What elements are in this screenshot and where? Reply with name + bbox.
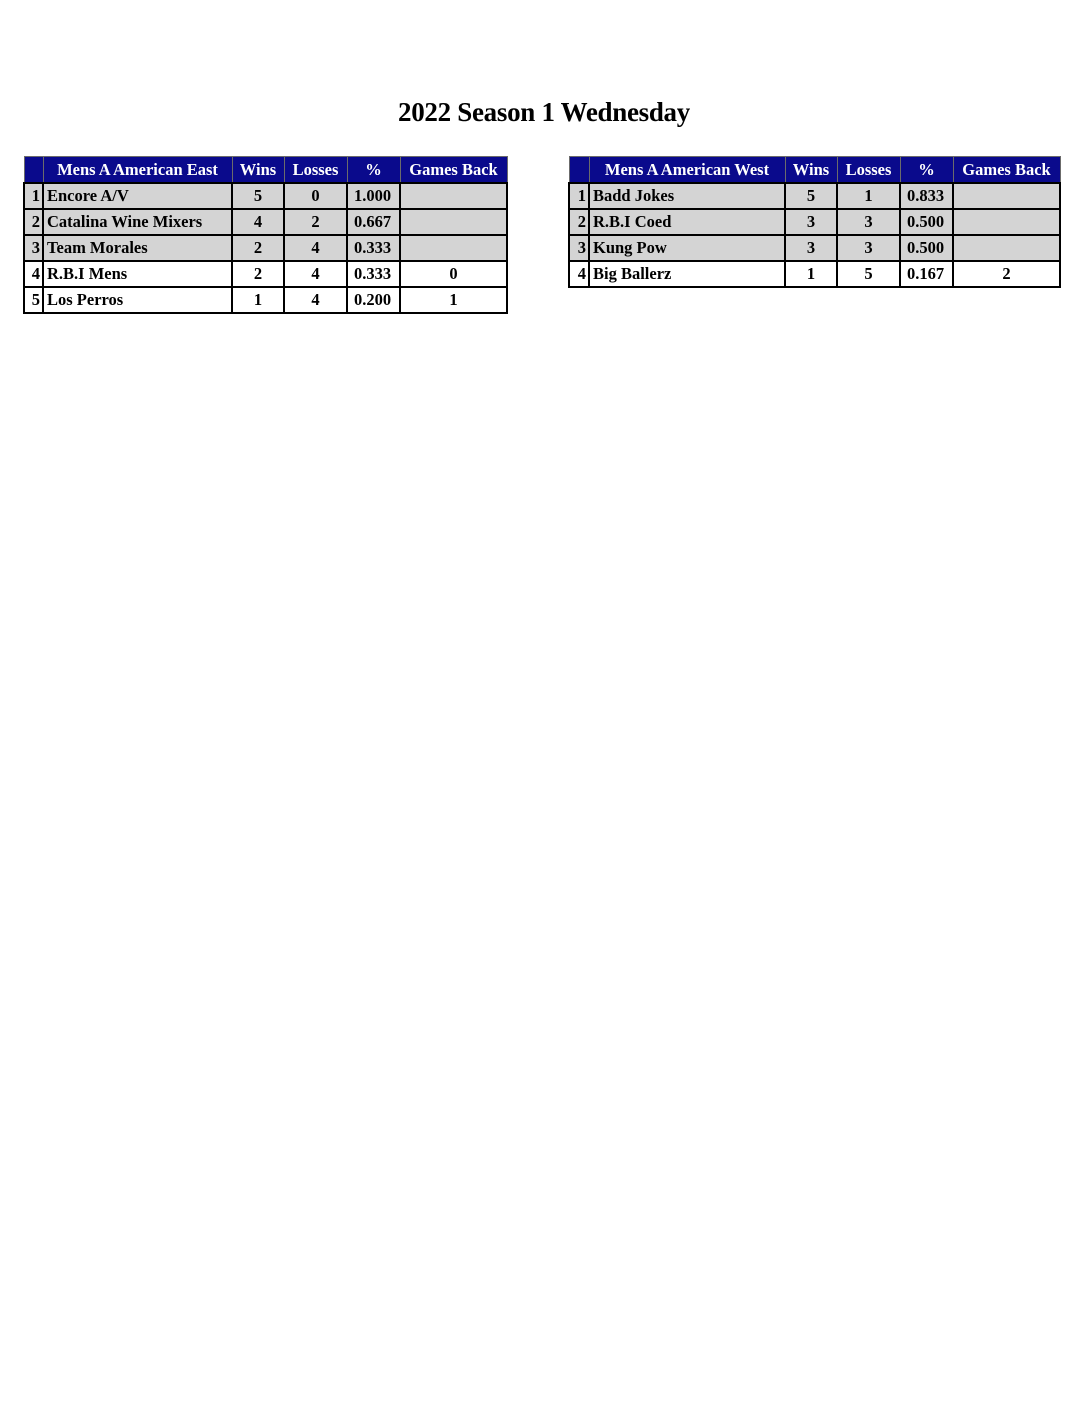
- table-row: [24, 261, 507, 287]
- rank-header: [24, 157, 43, 184]
- pct-cell: 0.500: [900, 209, 953, 235]
- games-back-cell: [953, 209, 1060, 235]
- table-row: [569, 183, 1060, 209]
- rank-cell: 5: [24, 287, 43, 313]
- standings-table-west: [568, 156, 1061, 288]
- team-cell: Encore A/V: [43, 183, 232, 209]
- rank-header: [569, 157, 589, 184]
- games-back-cell: [400, 235, 507, 261]
- team-cell: R.B.I Mens: [43, 261, 232, 287]
- page-title: 2022 Season 1 Wednesday: [398, 97, 690, 127]
- wins-cell: 2: [232, 261, 284, 287]
- losses-cell: 2: [284, 209, 347, 235]
- division-header: Mens A American West: [589, 157, 785, 184]
- table-row: [24, 209, 507, 235]
- table-row: [569, 261, 1060, 287]
- pct-cell: 0.500: [900, 235, 953, 261]
- table-row: [569, 209, 1060, 235]
- standings-table-east: [23, 156, 508, 314]
- wins-cell: 1: [785, 261, 837, 287]
- rank-cell: 2: [24, 209, 43, 235]
- team-cell: Team Morales: [43, 235, 232, 261]
- pct-cell: 1.000: [347, 183, 400, 209]
- team-cell: R.B.I Coed: [589, 209, 785, 235]
- games-back-cell: [953, 235, 1060, 261]
- losses-cell: 1: [837, 183, 900, 209]
- games-back-cell: 0: [400, 261, 507, 287]
- losses-cell: 4: [284, 287, 347, 313]
- losses-header: Losses: [837, 157, 900, 184]
- team-cell: Badd Jokes: [589, 183, 785, 209]
- games-back-cell: [400, 183, 507, 209]
- rank-cell: 1: [569, 183, 589, 209]
- pct-cell: 0.167: [900, 261, 953, 287]
- rank-cell: 2: [569, 209, 589, 235]
- wins-cell: 5: [785, 183, 837, 209]
- rank-cell: 4: [569, 261, 589, 287]
- team-cell: Kung Pow: [589, 235, 785, 261]
- wins-cell: 5: [232, 183, 284, 209]
- games-back-cell: 2: [953, 261, 1060, 287]
- losses-cell: 4: [284, 235, 347, 261]
- pct-cell: 0.333: [347, 261, 400, 287]
- wins-cell: 2: [232, 235, 284, 261]
- losses-cell: 0: [284, 183, 347, 209]
- pct-cell: 0.667: [347, 209, 400, 235]
- games-back-cell: [400, 209, 507, 235]
- rank-cell: 3: [569, 235, 589, 261]
- games-back-cell: 1: [400, 287, 507, 313]
- pct-cell: 0.200: [347, 287, 400, 313]
- table-row: [24, 287, 507, 313]
- team-cell: Big Ballerz: [589, 261, 785, 287]
- losses-cell: 4: [284, 261, 347, 287]
- rank-cell: 3: [24, 235, 43, 261]
- division-header: Mens A American East: [43, 157, 232, 184]
- games-back-cell: [953, 183, 1060, 209]
- games-back-header: Games Back: [953, 157, 1060, 184]
- losses-cell: 3: [837, 209, 900, 235]
- table-row: [569, 235, 1060, 261]
- table-row: [24, 183, 507, 209]
- losses-cell: 3: [837, 235, 900, 261]
- wins-cell: 3: [785, 235, 837, 261]
- wins-header: Wins: [232, 157, 284, 184]
- pct-header: %: [347, 157, 400, 184]
- wins-cell: 4: [232, 209, 284, 235]
- losses-header: Losses: [284, 157, 347, 184]
- table-row: [24, 235, 507, 261]
- rank-cell: 4: [24, 261, 43, 287]
- rank-cell: 1: [24, 183, 43, 209]
- team-cell: Catalina Wine Mixers: [43, 209, 232, 235]
- games-back-header: Games Back: [400, 157, 507, 184]
- losses-cell: 5: [837, 261, 900, 287]
- pct-cell: 0.833: [900, 183, 953, 209]
- team-cell: Los Perros: [43, 287, 232, 313]
- pct-cell: 0.333: [347, 235, 400, 261]
- table-header-row: [24, 157, 507, 184]
- pct-header: %: [900, 157, 953, 184]
- wins-header: Wins: [785, 157, 837, 184]
- wins-cell: 1: [232, 287, 284, 313]
- wins-cell: 3: [785, 209, 837, 235]
- table-header-row: [569, 157, 1060, 184]
